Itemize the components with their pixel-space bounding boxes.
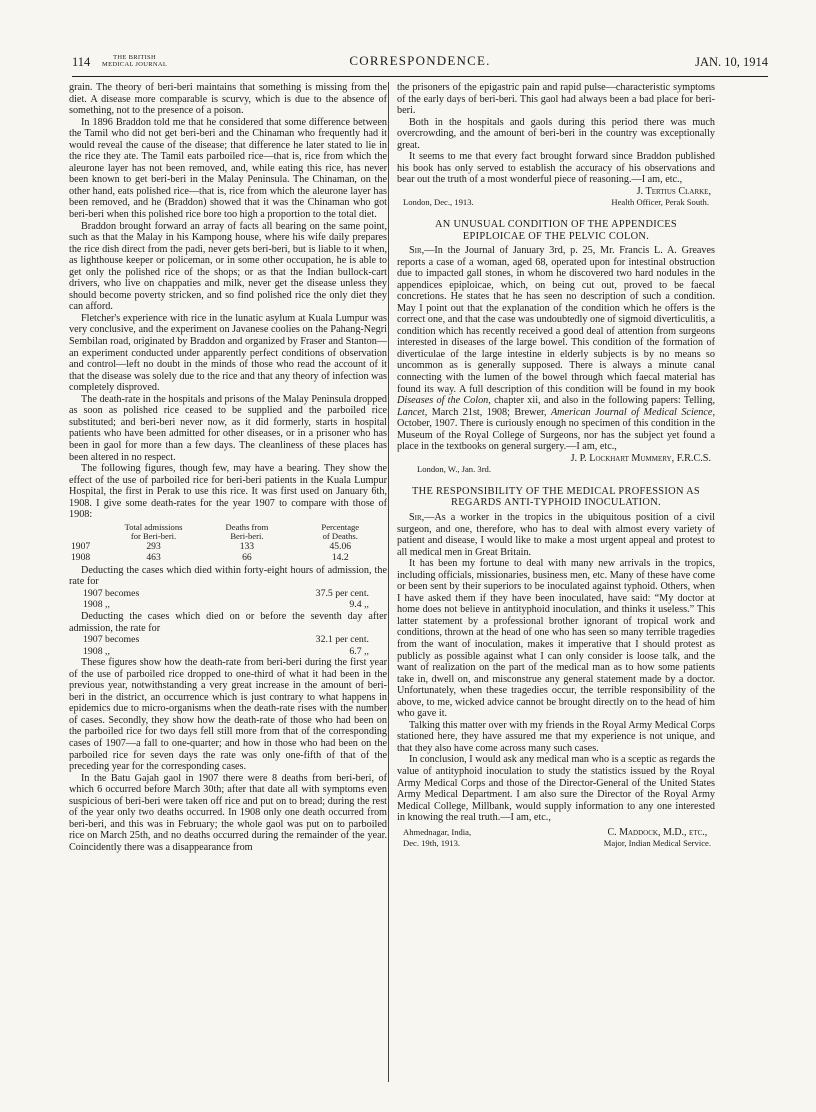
page-number: 114 [72, 55, 91, 69]
letter-signoff [397, 827, 715, 850]
paragraph: Braddon brought forward an array of facts all bearing on the same point, such as that the Malay in his Kampong house, where his wife daily prepares the rice dish direct from the padi, never gets beri-beri, but is liable to it when, as lighthouse keeper or policeman, or in some other occupation, he is able to get only the polished rice of the shops; or as that the Indian bullock-cart drivers, who live on chappaties and milk, never get the disease unless they should become poverty stricken, and so find polished rice the only diet they can afford. [69, 220, 387, 313]
table-cell: 1907 [71, 540, 91, 552]
table-header: Total admissions for Beri-beri. [124, 521, 183, 541]
table-cell: 1908 [71, 551, 91, 563]
paragraph: These figures show how the death-rate from beri-beri during the first year of the use of parboiled rice dropped to one-third of what it had been in the previous year, notwithstanding a very great increase in the amount of beri-beri in the district, an occurrence which is just contrary to what happens in epidemics due to micro-organisms when the death-rate rises with the number of cases. Secondly, they show how the death-rate of those who had been on the parboiled rice for two days fell still more from that of the corresponding cases of 1907—a fall to one-quarter; and how in those who had been on the parboiled rice for seven days the rate was only one-fifth of that of the preceding year for the corresponding cases. [69, 657, 387, 773]
paragraph: In 1896 Braddon told me that he considered that some difference between the Tamil who did not get beri-beri and the Chinaman who frequently had it would reveal the cause of the disease; that difference he later stated to lie in the rice they ate. The Tamil eats parboiled rice—that is, rice from which the aleurone layer has not been removed, and, while eating this rice, has never been known to get beri-beri in the Malay Peninsula. The Chinaman, on the other hand, eats polished rice—that is, rice from which the aleurone layer has been removed, and he (Braddon) showed that it was the Chinaman who got beri-beri when this polished rice bore too high a proportion to the total diet. [69, 116, 387, 221]
article-heading: THE RESPONSIBILITY OF THE MEDICAL PROFESSION AS REGARDS ANTI-TYPHOID INOCULATION. [412, 485, 700, 509]
table-cell: 14.2 [331, 551, 349, 563]
paragraph: Sir,—In the Journal of January 3rd, p. 25, Mr. Francis L. A. Greaves reports a case of a woman, aged 68, operated upon for intestinal obstruction due to impacted gall stones, in whom he discovered two hard nodules in the appendices epiploicae, which, on being cut out, proved to be faecal concretions. He states that he has seen no description of such a condition. May I point out that the explanation of the condition which he offers is the correct one, and that the case was undoubtedly one of sigmoid diverticulitis, a condition which has recently received a good deal of attention from surgeons interested in diseases of the large bowel. This condition of the formation of diverticulae of the large intestine in elderly subjects is by no means so uncommon as is generally supposed. There is always a minute canal connecting with the lumen of the bowel through which faecal material has found its way. A full description of this condition will be found in my book Diseases of the Colon, chapter xii, and also in the following papers: Telling, Lancet, March 21st, 1908; Brewer, American Journal of Medical Science, October, 1907. There is curiously enough no specimen of this condition in the Museum of the Royal College of Surgeons, nor has the subject yet found a place in the textbooks on general surgery.—I am, etc., [397, 245, 715, 453]
paragraph: Both in the hospitals and gaols during this period there was much overcrowding, and the amount of beri-beri in the country was exceptionally great. [397, 116, 715, 151]
signature: C. Maddock, M.D., etc., Major, Indian Medical Service. [603, 826, 711, 849]
paragraph: Deducting the cases which died on or before the seventh day after admission, the rate for [69, 610, 387, 634]
paragraph: It has been my fortune to deal with many new arrivals in the tropics, including officials, missionaries, business men, etc. Many of these have come or been sent by their superiors to be inoculated against typhoid. Others, when I have asked them if they have been inoculated, have said: “My doctor at home does not believe in antityphoid inoculation, and thinks it useless.” This latter statement by a professional brother ignorant of tropical work and conditions, thrown at the head of one who has seen so many terrible tragedies from the want of inoculation, makes it imperative that I should protest as publicly as possible against what I can only consider is loose talk, and the want of realization on the part of the medical man as to how some patients take in, dwell on, and misconstrue any general statement made by a doctor. Unfortunately, when these tragedies occur, the terrible responsibility of the above, to me, wicked advice cannot be brought directly on to the head of him who gave it. [397, 558, 715, 720]
page-header [72, 40, 768, 77]
rate-line: 1908 ,, 9.4 ,, [83, 599, 369, 611]
table-row [69, 541, 387, 552]
rate-line: 1907 becomes 32.1 per cent. [83, 634, 369, 646]
article-heading: AN UNUSUAL CONDITION OF THE APPENDICES EPIPLOICAE OF THE PELVIC COLON. [434, 219, 678, 242]
table-header-row [69, 523, 387, 541]
paragraph: The death-rate in the hospitals and prisons of the Malay Peninsula dropped as soon as polished rice ceased to be supplied and the parboiled rice substituted; and beri-beri never now, as it did formerly, starts in hospital patients who have been admitted for other diseases, or in a prisoner who has been in gaol for more than a few days. The cleanliness of these places has been altered in no respect. [69, 393, 387, 463]
paragraph: grain. The theory of beri-beri maintains that something is missing from the diet. A disease more comparable is scurvy, which is due to the absence of something, not to the presence of a poison. [69, 82, 387, 117]
paragraph: the prisoners of the epigastric pain and rapid pulse—characteristic symptoms of the early days of beri-beri. This gaol had always been a bad place for beri-beri. [397, 82, 715, 117]
table-row [69, 552, 387, 563]
table-cell: 66 [242, 551, 252, 563]
rate-line: 1907 becomes 37.5 per cent. [83, 587, 369, 599]
table-cell: 463 [146, 551, 161, 563]
paragraph: Deducting the cases which died within forty-eight hours of admission, the rate for [69, 564, 387, 588]
table-cell: 133 [239, 540, 255, 552]
signature: J. P. Lockhart Mummery, F.R.C.S. [570, 452, 711, 464]
publication-line-1: THE BRITISH [113, 54, 156, 61]
letter-location: London, Dec., 1913. Health Officer, Perak South. [403, 197, 709, 208]
table-cell: 293 [146, 540, 161, 552]
paragraph: Fletcher's experience with rice in the lunatic asylum at Kuala Lumpur was very conclusive, and the experiment on Javanese coolies on the Pahang-Negri Sembilan road, originated by Braddon and organized by Fraser and Stanton—an experiment conducted under apparently perfect conditions of observation and control—left no doubt in the minds of those who read the account of it that the disease was solely due to the rice and that any theory of infection was completely disproved. [69, 312, 387, 394]
letter-location: Ahmednagar, India, Dec. 19th, 1913. [403, 826, 472, 849]
beri-beri-table [69, 523, 387, 563]
issue-date: JAN. 10, 1914 [695, 55, 768, 69]
left-column [69, 82, 387, 853]
table-header: Deaths from Beri-beri. [225, 521, 269, 541]
paragraph: It seems to me that every fact brought forward since Braddon published his book has only served to establish the accuracy of his observations and bear out the truth of a most wonderful piece of reasoning.—I am, etc., [397, 151, 715, 186]
paragraph: In the Batu Gajah gaol in 1907 there were 8 deaths from beri-beri, of which 6 occurred before March 30th; after that date all with symptoms even suspicious of beri-beri were taken off rice and put on to bread; during the rest of the year only two deaths occurred. In 1908 only one death occurred from beri-beri, and this was in February; the whole gaol was put on to parboiled rice on March 25th, and no deaths occurred during the remainder of the year. Coincidently there was a disappearance from [69, 772, 387, 853]
letter-location: London, W., Jan. 3rd. [417, 464, 491, 475]
section-title: CORRESPONDENCE. [349, 53, 491, 68]
signature: J. Tertius Clarke, [636, 185, 711, 197]
paragraph: Sir,—As a worker in the tropics in the ubiquitous position of a civil surgeon, and one, therefore, who has to deal with almost every variety of patient and disease, I would like to make a most urgent appeal and protest to all medical men in Great Britain. [397, 511, 715, 558]
paragraph: In conclusion, I would ask any medical man who is a sceptic as regards the value of antityphoid inoculation to study the statistics issued by the Royal Army Medical Corps and those of the Director-General of the United States Army Medical Department. I am also sure the Director of the Royal Army Medical College, Millbank, would supply information to any one interested in knowing the real truth.—I am, etc., [397, 754, 715, 824]
paragraph: Talking this matter over with my friends in the Royal Army Medical Corps stationed here, they have assured me that my experience is not unique, and that they also have come across many such cases. [397, 719, 715, 754]
rate-line: 1908 ,, 6.7 ,, [83, 645, 369, 657]
table-cell: 45.06 [329, 540, 352, 552]
paragraph: The following figures, though few, may have a bearing. They show the effect of the use of parboiled rice for beri-beri patients in the Kuala Lumpur Hospital, the first in Perak to use this rice. It was first used on January 6th, 1908. I give some death-rates for the year 1907 to compare with those of 1908: [69, 463, 387, 521]
publication-line-2: MEDICAL JOURNAL [102, 61, 168, 68]
right-column [397, 82, 715, 850]
column-divider [388, 82, 389, 1082]
table-header: Percentage of Deaths. [321, 521, 360, 541]
